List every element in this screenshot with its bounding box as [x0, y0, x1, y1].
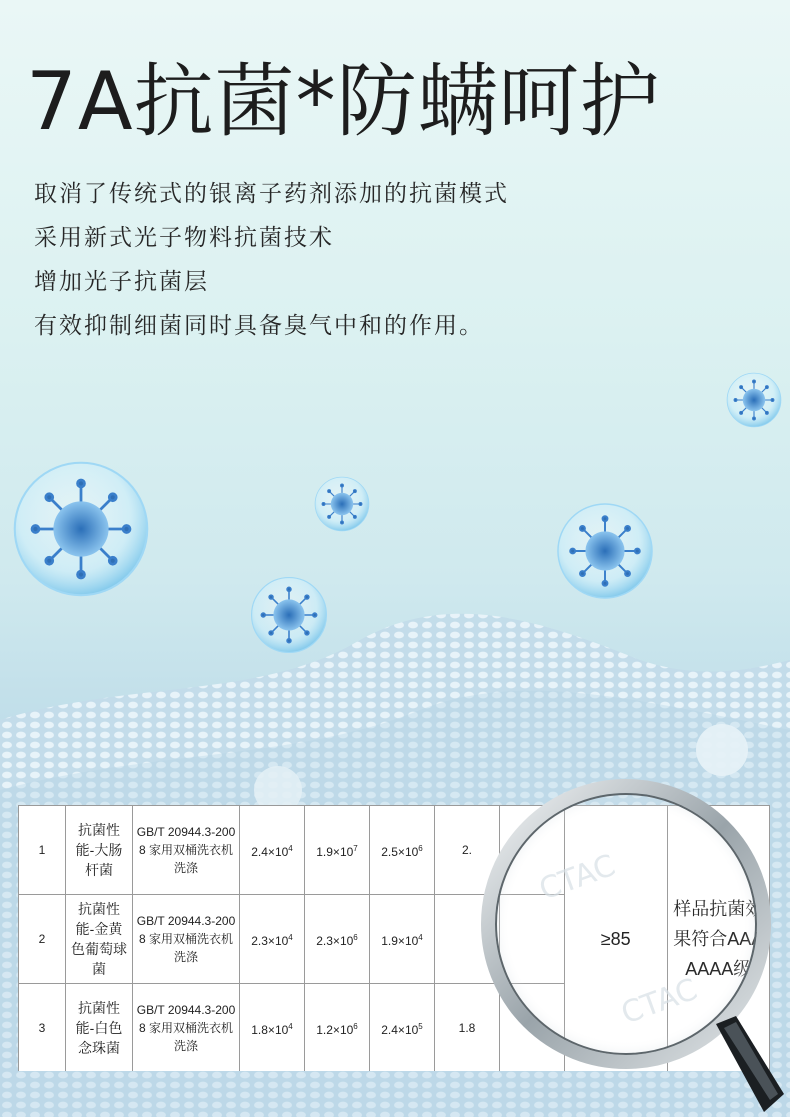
value-cell: $2.3\times 10^6$	[305, 895, 370, 984]
value-cell: 1.8	[435, 984, 500, 1072]
value-cell: $1.2\times 10^6$	[305, 984, 370, 1072]
virus-bubble-icon	[12, 460, 150, 598]
description-line: 增加光子抗菌层	[34, 269, 209, 295]
watermark-text: CTAC	[534, 847, 620, 908]
test-standard: GB/T 20944.3-2008 家用双桶洗衣机洗涤	[133, 984, 240, 1072]
test-item: 抗菌性能-金黄色葡萄球菌	[66, 895, 133, 984]
value-cell: $2.3\times 10^4$	[240, 895, 305, 984]
value-cell: $1.9\times 10^4$	[370, 895, 435, 984]
description-line: 取消了传统式的银离子药剂添加的抗菌模式	[34, 181, 509, 207]
watermark-text: CTAC	[616, 971, 702, 1032]
test-standard: GB/T 20944.3-2008 家用双桶洗衣机洗涤	[133, 806, 240, 895]
value-cell: $1.8\times 10^4$	[240, 984, 305, 1072]
row-number: 2	[19, 895, 66, 984]
description-line: 采用新式光子物料抗菌技术	[34, 225, 334, 251]
test-item: 抗菌性能-白色念珠菌	[66, 984, 133, 1072]
row-number: 1	[19, 806, 66, 895]
description-list	[34, 172, 509, 348]
value-cell: $2.4\times 10^5$	[370, 984, 435, 1072]
value-cell: 2.	[435, 806, 500, 895]
virus-bubble-icon	[726, 372, 782, 428]
page-title: 7A抗菌*防螨呵护	[26, 55, 661, 148]
virus-bubble-icon	[314, 476, 370, 532]
value-cell: $1.9\times 10^7$	[305, 806, 370, 895]
value-cell: $2.5\times 10^6$	[370, 806, 435, 895]
row-number: 3	[19, 984, 66, 1072]
test-standard: GB/T 20944.3-2008 家用双桶洗衣机洗涤	[133, 895, 240, 984]
magnifying-glass-icon	[478, 778, 790, 1117]
value-cell: $2.4\times 10^4$	[240, 806, 305, 895]
test-item: 抗菌性能-大肠杆菌	[66, 806, 133, 895]
description-line: 有效抑制细菌同时具备臭气中和的作用。	[34, 313, 484, 339]
